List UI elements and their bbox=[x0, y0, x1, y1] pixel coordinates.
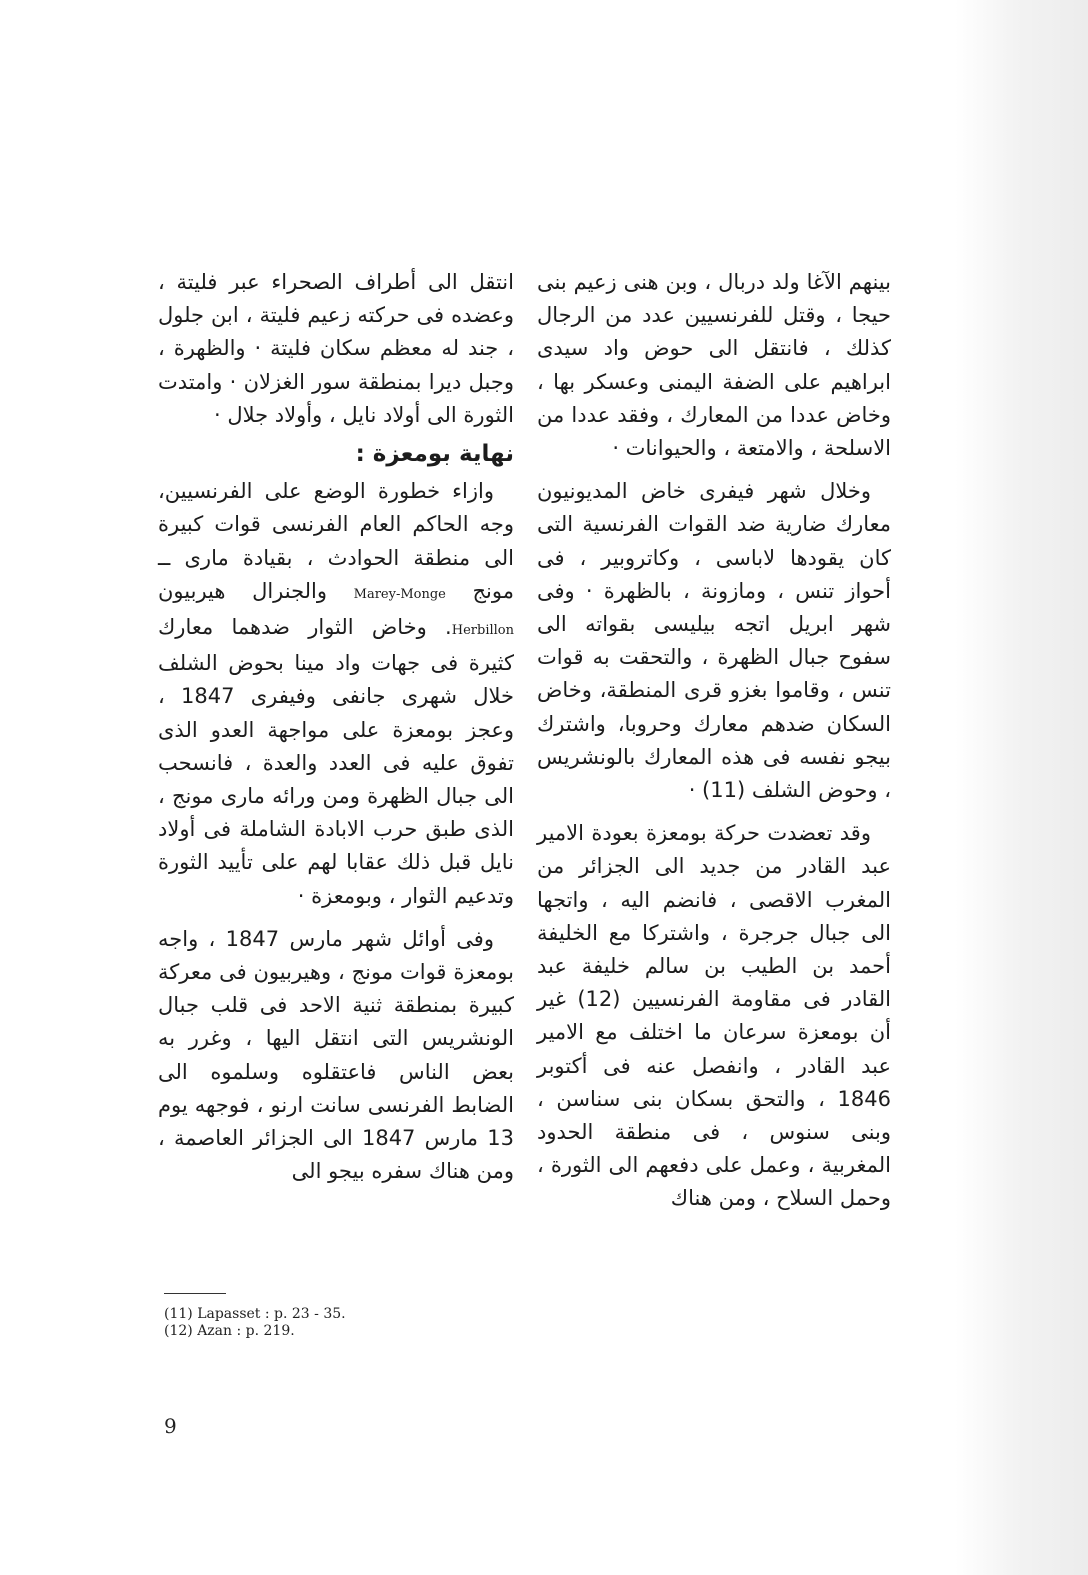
paragraph-2-text-b: والجنرال هيربيون bbox=[158, 578, 328, 603]
footnote-11: (11) Lapasset : p. 23 - 35. bbox=[164, 1306, 346, 1322]
footnotes bbox=[164, 1306, 346, 1340]
right-paragraph-2: وخلال شهر فيفرى خاض المديونيون معارك ضارية ضد القوات الفرنسية التى كان يقودها لاباسى ، وكاتروبير ، فى أحواز تنس ، ومازونة ، بالظهرة · وفى شهر ابريل اتجه بيليسى بقواته الى سفوح جبال الظهرة ، والتحقت به قوات تنس ، وقاموا بغزو قرى المنطقة، وخاض السكان ضدهم معارك وحروبا، واشترك بيجو نفسه فى هذه المعارك بالونشريس ، وحوض الشلف (11) · bbox=[537, 479, 891, 803]
footnote-divider bbox=[164, 1293, 226, 1294]
left-paragraph-1: انتقل الى أطراف الصحراء عبر فليتة ، وعضده فى حركته زعيم فليتة ، ابن جلول ، جند له معظم سكان فليتة · والظهرة ، وجبل ديرا بمنطقة سور الغزلان · وامتدت الثورة الى أولاد نايل ، وأولاد جلال · bbox=[158, 270, 514, 427]
right-paragraph-1: بينهم الآغا ولد دربال ، وبن هنى زعيم بنى حيجا ، وقتل للفرنسيين عدد من الرجال كذلك ، فانتقل الى حوض واد سيدى ابراهيم على الضفة اليمنى وعسكر بها ، وخاض عددا من المعارك ، وفقد عددا من الاسلحة ، والامتعة ، والحيوانات · bbox=[537, 270, 891, 461]
page-edge-shadow bbox=[955, 0, 1088, 1575]
right-column bbox=[537, 266, 891, 1216]
left-column bbox=[158, 266, 514, 1188]
paragraph-2-text-c: . وخاض الثوار ضدهما معارك كثيرة فى جهات واد مينا بحوض الشلف خلال شهرى جانفى وفيفرى 1847 ، وعجز بومعزة على مواجهة العدو الذى تفوق عليه فى العدد والعدة ، فانسحب الى جبال الظهرة ومن ورائه مارى مونج ، الذى طبق حرب الابادة الشاملة فى أولاد نايل قبل ذلك عقابا لهم على تأييد الثورة وتدعيم الثوار ، وبومعزة · bbox=[158, 615, 514, 908]
right-paragraph-3: وقد تعضدت حركة بومعزة بعودة الامير عبد القادر من جديد الى الجزائر من المغرب الاقصى ، فانضم اليه ، واتجها الى جبال جرجرة ، واشتركا مع الخليفة أحمد بن الطيب بن سالم خليفة عبد القادر فى مقاومة الفرنسيين (12) غير أن بومعزة سرعان ما اختلف مع الامير عبد القادر ، وانفصل عنه فى أكتوبر 1846 ، والتحق بسكان بنى سناسن ، وبنى سنوس ، فى منطقة الحدود المغربية ، وعمل على دفعهم الى الثورة ، وحمل السلاح ، ومن هناك bbox=[537, 821, 891, 1211]
paragraph-2-text-a: وازاء خطورة الوضع على الفرنسيين، وجه الحاكم العام الفرنسى قوات كبيرة الى منطقة الحوادث ، بقيادة مارى ــ مونج bbox=[158, 479, 514, 603]
latin-name-herbillon: Herbillon bbox=[451, 623, 514, 639]
footnote-12: (12) Azan : p. 219. bbox=[164, 1323, 295, 1339]
left-paragraph-3: وفى أوائل شهر مارس 1847 ، واجه بومعزة قوات مونج ، وهيربيون فى معركة كبيرة بمنطقة ثنية الاحد فى قلب جبال الونشريس التى انتقل اليها ، وغرر به بعض الناس فاعتقلوه وسلموه الى الضابط الفرنسى سانت ارنو ، فوجهه يوم 13 مارس 1847 الى الجزائر العاصمة ، ومن هناك سفره بيجو الى bbox=[158, 926, 514, 1184]
section-heading: نهاية بومعزة : bbox=[355, 441, 514, 468]
latin-name-marey-monge: Marey-Monge bbox=[353, 586, 446, 602]
left-paragraph-2 bbox=[158, 475, 514, 913]
page-number: 9 bbox=[164, 1414, 177, 1438]
